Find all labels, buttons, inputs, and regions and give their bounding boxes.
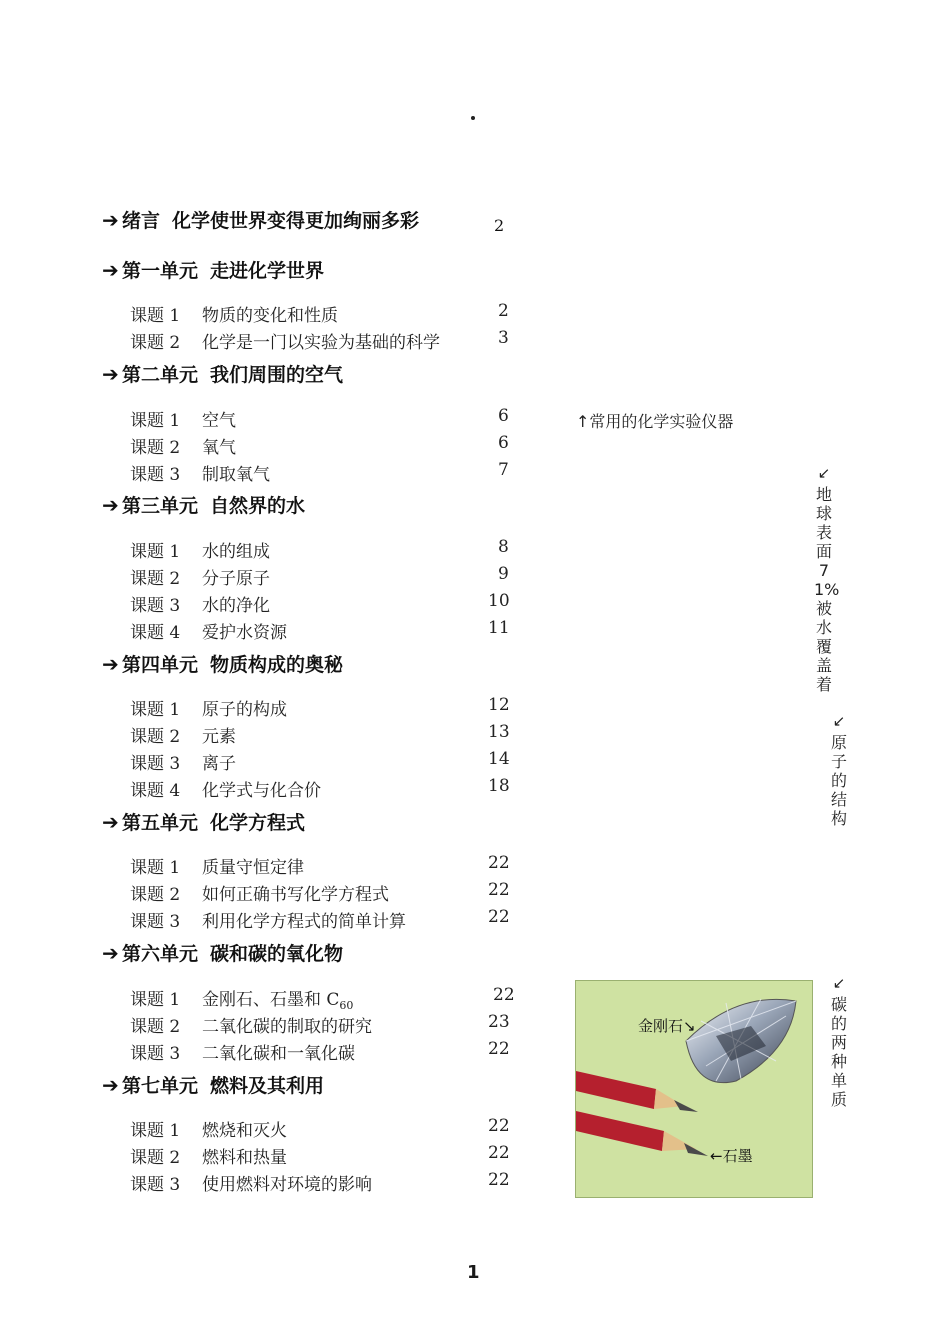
arrow-left-icon: ← (710, 1147, 723, 1165)
lesson-page: 9 (498, 564, 509, 584)
lesson-label: 课题 3 (130, 465, 181, 485)
arrow-bullet-icon: ➔ (102, 362, 119, 386)
lesson-label: 课题 1 (130, 990, 181, 1010)
caption-atom-text: 原子的结构 (830, 733, 847, 828)
unit-heading[interactable] (102, 1071, 324, 1098)
lesson-title: 爱护水资源 (202, 623, 287, 643)
lesson-title: 空气 (202, 411, 236, 431)
lesson-label: 课题 1 (130, 858, 181, 878)
lesson-row[interactable] (130, 695, 510, 720)
unit-heading[interactable] (102, 491, 305, 518)
arrow-bullet-icon: ➔ (102, 258, 119, 282)
unit-title: 物质构成的奥秘 (210, 654, 344, 676)
lesson-row[interactable] (130, 406, 509, 431)
arrow-down-left-icon: ↙ (832, 974, 846, 992)
lesson-page: 18 (488, 776, 510, 796)
unit-heading[interactable] (102, 360, 343, 387)
lesson-page: 22 (488, 880, 510, 900)
arrow-bullet-icon: ➔ (102, 810, 119, 834)
lesson-page: 22 (488, 907, 510, 927)
lesson-title: 水的净化 (202, 596, 270, 616)
unit-title: 化学方程式 (210, 812, 306, 834)
carbon-illustration (575, 980, 813, 1198)
lesson-title: 制取氧气 (202, 465, 270, 485)
lesson-row[interactable] (130, 433, 509, 458)
lesson-label: 课题 3 (130, 1044, 181, 1064)
lesson-label: 课题 2 (130, 885, 181, 905)
caption-carbon (829, 974, 849, 1109)
lesson-row[interactable] (130, 301, 509, 326)
arrow-bullet-icon: ➔ (102, 208, 119, 232)
unit-heading[interactable] (102, 256, 324, 283)
unit-heading[interactable] (102, 939, 343, 966)
pencil-lower (576, 1111, 708, 1156)
unit-label: 第六单元 (122, 943, 199, 965)
lesson-page: 22 (488, 1143, 510, 1163)
label-diamond-text: 金刚石 (638, 1017, 684, 1035)
unit-label: 第二单元 (122, 364, 199, 386)
arrow-down-right-icon: ↘ (683, 1017, 696, 1035)
arrow-up-icon: ↑ (576, 412, 590, 431)
lesson-label: 课题 2 (130, 1148, 181, 1168)
lesson-label: 课题 1 (130, 1121, 181, 1141)
arrow-down-left-icon: ↙ (832, 712, 846, 730)
lesson-title: 二氧化碳和一氧化碳 (202, 1044, 355, 1064)
lesson-title: 二氧化碳的制取的研究 (202, 1017, 372, 1037)
lesson-title: 燃料和热量 (202, 1148, 287, 1168)
lesson-title: 如何正确书写化学方程式 (202, 885, 389, 905)
lesson-label: 课题 2 (130, 569, 181, 589)
label-diamond (638, 1015, 696, 1036)
lesson-title: 原子的构成 (202, 700, 287, 720)
lesson-title: 氧气 (202, 438, 236, 458)
intro-title: 化学使世界变得更加绚丽多彩 (172, 210, 420, 232)
lesson-title: 元素 (202, 727, 236, 747)
lesson-page: 10 (488, 591, 510, 611)
label-graphite (710, 1145, 753, 1166)
lesson-page: 22 (488, 1039, 510, 1059)
caption-instruments-text: 常用的化学实验仪器 (589, 412, 734, 431)
caption-atom (829, 712, 849, 828)
lesson-row[interactable] (130, 1039, 510, 1064)
lesson-title: 利用化学方程式的简单计算 (202, 912, 406, 932)
lesson-title: 燃烧和灭火 (202, 1121, 287, 1141)
arrow-bullet-icon: ➔ (102, 493, 119, 517)
lesson-title: 质量守恒定律 (202, 858, 304, 878)
lesson-row[interactable] (130, 591, 510, 616)
lesson-label: 课题 2 (130, 1017, 181, 1037)
lesson-row[interactable] (130, 880, 510, 905)
lesson-page: 2 (498, 301, 509, 321)
lesson-page: 22 (493, 985, 515, 1005)
lesson-row[interactable] (130, 1116, 510, 1141)
lesson-page: 23 (488, 1012, 510, 1032)
lesson-title: 物质的变化和性质 (202, 306, 338, 326)
lesson-label: 课题 2 (130, 333, 181, 353)
unit-title: 碳和碳的氧化物 (210, 943, 344, 965)
lesson-title: 化学是一门以实验为基础的科学 (202, 333, 440, 353)
lesson-row[interactable] (130, 1143, 510, 1168)
caption-earth (814, 464, 840, 694)
caption-earth-text: 地球表面71%被水覆盖着 (814, 485, 840, 694)
label-graphite-text: 石墨 (722, 1147, 753, 1165)
unit-label: 第一单元 (122, 260, 199, 282)
lesson-row[interactable] (130, 1170, 510, 1195)
lesson-row[interactable] (130, 853, 510, 878)
lesson-page: 13 (488, 722, 510, 742)
subscript-60: 60 (339, 999, 354, 1012)
intro-label: 绪言 (122, 210, 161, 232)
diamond-pencil-graphic (576, 981, 812, 1197)
unit-title: 走进化学世界 (210, 260, 325, 282)
unit-label: 第五单元 (122, 812, 199, 834)
lesson-page: 22 (488, 853, 510, 873)
lesson-label: 课题 2 (130, 727, 181, 747)
arrow-down-left-icon: ↙ (817, 464, 831, 482)
lesson-page: 22 (488, 1170, 510, 1190)
lesson-label: 课题 2 (130, 438, 181, 458)
arrow-bullet-icon: ➔ (102, 652, 119, 676)
arrow-bullet-icon: ➔ (102, 941, 119, 965)
lesson-label: 课题 3 (130, 596, 181, 616)
lesson-label: 课题 1 (130, 411, 181, 431)
lesson-row[interactable] (130, 1012, 510, 1037)
lesson-title: 化学式与化合价 (202, 781, 321, 801)
unit-label: 第七单元 (122, 1075, 199, 1097)
unit-title: 燃料及其利用 (210, 1075, 325, 1097)
lesson-page: 11 (488, 618, 510, 638)
diamond-shape (686, 999, 796, 1083)
lesson-page: 6 (498, 406, 509, 426)
unit-label: 第三单元 (122, 495, 199, 517)
lesson-title: 金刚石、石墨和 C (202, 990, 340, 1010)
lesson-label: 课题 4 (130, 781, 181, 801)
lesson-label: 课题 3 (130, 912, 181, 932)
caption-instruments (576, 409, 733, 432)
lesson-row[interactable] (130, 722, 510, 747)
lesson-page: 22 (488, 1116, 510, 1136)
arrow-bullet-icon: ➔ (102, 1073, 119, 1097)
unit-heading[interactable] (102, 650, 343, 677)
lesson-page: 7 (498, 460, 509, 480)
unit-title: 自然界的水 (210, 495, 306, 517)
lesson-label: 课题 1 (130, 542, 181, 562)
lesson-row[interactable] (130, 537, 509, 562)
lesson-page: 6 (498, 433, 509, 453)
intro-page: 2 (494, 216, 505, 235)
toc-intro[interactable] (102, 206, 505, 235)
lesson-page: 14 (488, 749, 510, 769)
unit-heading[interactable] (102, 808, 305, 835)
pencil-upper (576, 1071, 698, 1112)
lesson-row[interactable] (130, 907, 510, 932)
lesson-label: 课题 1 (130, 306, 181, 326)
lesson-row[interactable] (130, 460, 509, 485)
lesson-label: 课题 1 (130, 700, 181, 720)
lesson-page: 8 (498, 537, 509, 557)
lesson-title: 分子原子 (202, 569, 270, 589)
lesson-label: 课题 3 (130, 754, 181, 774)
lesson-label: 课题 4 (130, 623, 181, 643)
lesson-page: 12 (488, 695, 510, 715)
lesson-row[interactable] (130, 749, 510, 774)
lesson-row[interactable] (130, 985, 515, 1012)
lesson-row[interactable] (130, 328, 509, 353)
lesson-title: 水的组成 (202, 542, 270, 562)
lesson-row[interactable] (130, 618, 510, 643)
lesson-page: 3 (498, 328, 509, 348)
unit-label: 第四单元 (122, 654, 199, 676)
lesson-title: 使用燃料对环境的影响 (202, 1175, 372, 1195)
unit-title: 我们周围的空气 (210, 364, 344, 386)
lesson-title: 离子 (202, 754, 236, 774)
caption-carbon-text: 碳的两种单质 (830, 995, 847, 1109)
page-number: 1 (467, 1262, 480, 1283)
lesson-row[interactable] (130, 564, 509, 589)
lesson-row[interactable] (130, 776, 510, 801)
lesson-label: 课题 3 (130, 1175, 181, 1195)
